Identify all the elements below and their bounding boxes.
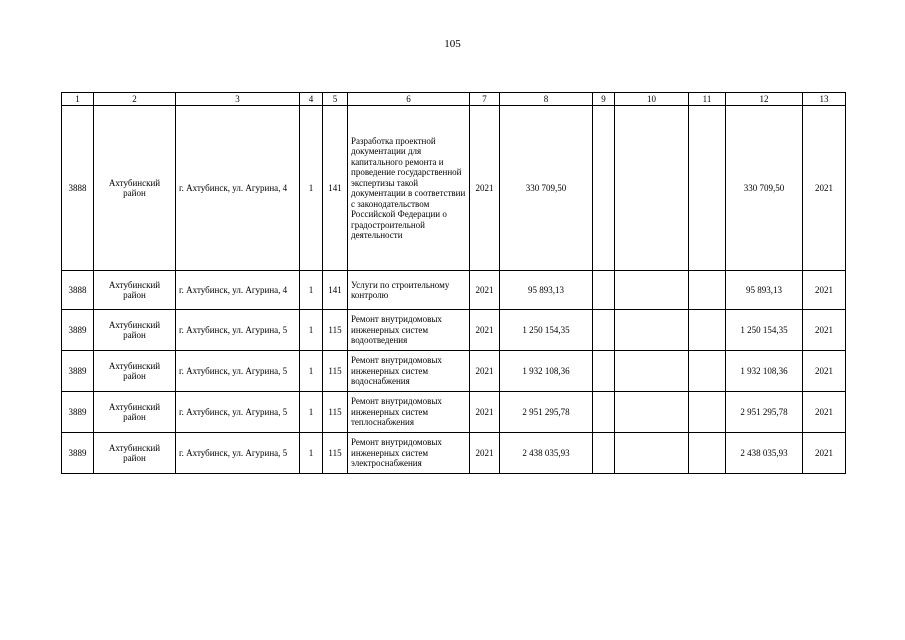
table-row bbox=[62, 106, 846, 271]
cell-district: Ахтубинский район bbox=[94, 310, 176, 351]
cell-total: 1 932 108,36 bbox=[726, 351, 803, 392]
cell-col5: 115 bbox=[323, 310, 348, 351]
table-row bbox=[62, 271, 846, 310]
cell-col4: 1 bbox=[300, 310, 323, 351]
cell-col5: 115 bbox=[323, 351, 348, 392]
cell-address: г. Ахтубинск, ул. Агурина, 5 bbox=[176, 392, 300, 433]
cell-address: г. Ахтубинск, ул. Агурина, 4 bbox=[176, 271, 300, 310]
cell-address: г. Ахтубинск, ул. Агурина, 4 bbox=[176, 106, 300, 271]
cell-year: 2021 bbox=[470, 106, 500, 271]
cell-year: 2021 bbox=[470, 351, 500, 392]
cell-col4: 1 bbox=[300, 271, 323, 310]
table-row bbox=[62, 310, 846, 351]
cell-col11 bbox=[689, 351, 726, 392]
cell-work-description: Разработка проектной документации для капитального ремонта и проведение государственной экспертизы такой документации в соответствии с законодательством Российской Федерации о градостроительной деятельности bbox=[348, 106, 470, 271]
cell-amount: 330 709,50 bbox=[500, 106, 593, 271]
cell-amount: 1 250 154,35 bbox=[500, 310, 593, 351]
cell-col9 bbox=[593, 351, 615, 392]
cell-end-year: 2021 bbox=[803, 106, 846, 271]
cell-col10 bbox=[615, 392, 689, 433]
cell-col11 bbox=[689, 392, 726, 433]
data-table bbox=[61, 92, 846, 474]
cell-col10 bbox=[615, 351, 689, 392]
cell-address: г. Ахтубинск, ул. Агурина, 5 bbox=[176, 310, 300, 351]
cell-year: 2021 bbox=[470, 433, 500, 474]
column-header: 2 bbox=[94, 93, 176, 106]
cell-col5: 141 bbox=[323, 106, 348, 271]
cell-work-description: Услуги по строительному контролю bbox=[348, 271, 470, 310]
cell-district: Ахтубинский район bbox=[94, 433, 176, 474]
column-header: 4 bbox=[300, 93, 323, 106]
cell-total: 1 250 154,35 bbox=[726, 310, 803, 351]
cell-col11 bbox=[689, 310, 726, 351]
cell-end-year: 2021 bbox=[803, 351, 846, 392]
cell-district: Ахтубинский район bbox=[94, 351, 176, 392]
cell-col11 bbox=[689, 271, 726, 310]
column-header: 8 bbox=[500, 93, 593, 106]
cell-work-description: Ремонт внутридомовых инженерных систем водоснабжения bbox=[348, 351, 470, 392]
cell-work-description: Ремонт внутридомовых инженерных систем водоотведения bbox=[348, 310, 470, 351]
table-row bbox=[62, 433, 846, 474]
cell-col9 bbox=[593, 106, 615, 271]
page-number: 105 bbox=[444, 38, 461, 50]
cell-total: 2 438 035,93 bbox=[726, 433, 803, 474]
cell-total: 95 893,13 bbox=[726, 271, 803, 310]
cell-col4: 1 bbox=[300, 106, 323, 271]
cell-col5: 115 bbox=[323, 392, 348, 433]
column-header: 6 bbox=[348, 93, 470, 106]
cell-col9 bbox=[593, 392, 615, 433]
cell-number: 3889 bbox=[62, 433, 94, 474]
column-header: 10 bbox=[615, 93, 689, 106]
cell-number: 3888 bbox=[62, 271, 94, 310]
cell-district: Ахтубинский район bbox=[94, 106, 176, 271]
column-header: 7 bbox=[470, 93, 500, 106]
cell-col4: 1 bbox=[300, 351, 323, 392]
cell-number: 3889 bbox=[62, 351, 94, 392]
cell-address: г. Ахтубинск, ул. Агурина, 5 bbox=[176, 351, 300, 392]
cell-col10 bbox=[615, 106, 689, 271]
cell-end-year: 2021 bbox=[803, 433, 846, 474]
cell-col10 bbox=[615, 271, 689, 310]
cell-col9 bbox=[593, 433, 615, 474]
cell-number: 3889 bbox=[62, 310, 94, 351]
cell-col9 bbox=[593, 271, 615, 310]
cell-amount: 95 893,13 bbox=[500, 271, 593, 310]
cell-col10 bbox=[615, 310, 689, 351]
cell-work-description: Ремонт внутридомовых инженерных систем электроснабжения bbox=[348, 433, 470, 474]
column-header: 9 bbox=[593, 93, 615, 106]
cell-district: Ахтубинский район bbox=[94, 271, 176, 310]
column-header: 3 bbox=[176, 93, 300, 106]
cell-end-year: 2021 bbox=[803, 392, 846, 433]
cell-col11 bbox=[689, 106, 726, 271]
column-header: 1 bbox=[62, 93, 94, 106]
cell-year: 2021 bbox=[470, 310, 500, 351]
cell-end-year: 2021 bbox=[803, 271, 846, 310]
cell-total: 2 951 295,78 bbox=[726, 392, 803, 433]
cell-col10 bbox=[615, 433, 689, 474]
cell-year: 2021 bbox=[470, 271, 500, 310]
header-row bbox=[62, 93, 846, 106]
table-row bbox=[62, 392, 846, 433]
cell-col11 bbox=[689, 433, 726, 474]
cell-col5: 115 bbox=[323, 433, 348, 474]
cell-col4: 1 bbox=[300, 433, 323, 474]
cell-district: Ахтубинский район bbox=[94, 392, 176, 433]
cell-work-description: Ремонт внутридомовых инженерных систем теплоснабжения bbox=[348, 392, 470, 433]
column-header: 5 bbox=[323, 93, 348, 106]
cell-total: 330 709,50 bbox=[726, 106, 803, 271]
cell-amount: 1 932 108,36 bbox=[500, 351, 593, 392]
cell-col4: 1 bbox=[300, 392, 323, 433]
cell-number: 3888 bbox=[62, 106, 94, 271]
cell-number: 3889 bbox=[62, 392, 94, 433]
cell-end-year: 2021 bbox=[803, 310, 846, 351]
cell-col5: 141 bbox=[323, 271, 348, 310]
cell-amount: 2 951 295,78 bbox=[500, 392, 593, 433]
cell-col9 bbox=[593, 310, 615, 351]
cell-amount: 2 438 035,93 bbox=[500, 433, 593, 474]
column-header: 12 bbox=[726, 93, 803, 106]
table-row bbox=[62, 351, 846, 392]
column-header: 11 bbox=[689, 93, 726, 106]
cell-year: 2021 bbox=[470, 392, 500, 433]
cell-address: г. Ахтубинск, ул. Агурина, 5 bbox=[176, 433, 300, 474]
column-header: 13 bbox=[803, 93, 846, 106]
